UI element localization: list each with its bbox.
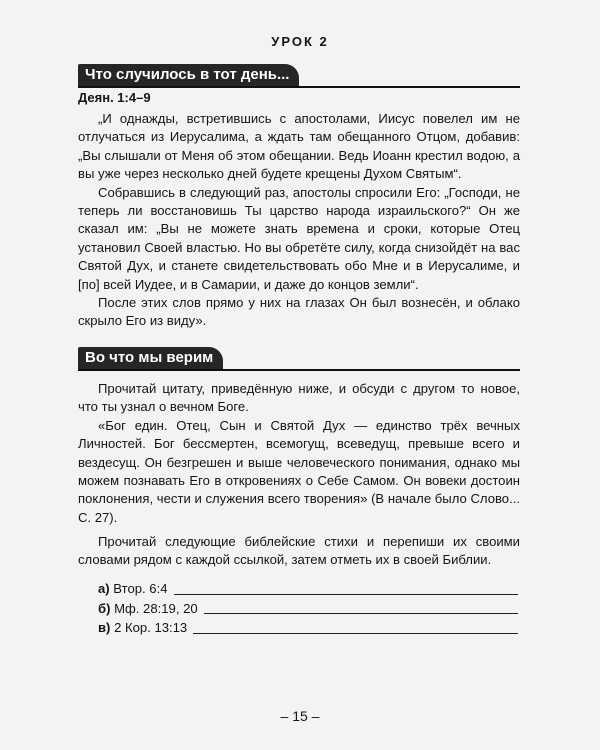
verse-line	[98, 579, 518, 599]
verse-list	[98, 579, 518, 638]
instruction-paragraph: Прочитай следующие библейские стихи и перепиши их своими словами рядом с каждой ссылкой, затем отметь их в своей Библии.	[78, 534, 520, 568]
instruction-paragraph: Прочитай цитату, приведённую ниже, и обсуди с другом то новое, что ты узнал о вечном Боге.	[78, 381, 520, 415]
verse-reference-text: Втор. 6:4	[113, 581, 168, 596]
writing-line[interactable]	[204, 613, 518, 614]
page-number: – 15 –	[280, 708, 320, 724]
verse-line	[98, 618, 518, 638]
scripture-reference: Деян. 1:4–9	[78, 90, 151, 105]
verse-line	[98, 599, 518, 619]
verse-letter: а)	[98, 581, 110, 596]
verse-reference-text: Мф. 28:19, 20	[114, 600, 198, 616]
passage-paragraph: После этих слов прямо у них на глазах Он был вознесён, и облако скрыло Его из виду».	[78, 295, 520, 329]
verse-letter: в)	[98, 620, 111, 635]
quote-paragraph: «Бог един. Отец, Сын и Святой Дух — единство трёх вечных Личностей. Бог бессмертен, всемогущ, всеведущ, превыше всего и вездесущ. Он безгрешен и выше человеческого понимания, однако мы можем познавать Его в откровениях о Себе Самом. Он вовеки достоин поклонения, чести и служения всего творения» (В начале было Слово... С. 27).	[78, 417, 520, 525]
writing-line[interactable]	[174, 594, 519, 595]
passage-paragraph: „И однажды, встретившись с апостолами, Иисус повелел им не отлучаться из Иерусалима, а ждать там обещанного Отцом, добавив: „Вы слышали от Меня об этом обещании. Ведь Иоанн крестил водою, а вы уже через несколько дней будете крещены Духом Святым“.	[78, 111, 520, 182]
passage-paragraph: Собравшись в следующий раз, апостолы спросили Его: „Господи, не теперь ли восстановишь Ты царство народа израильского?“ Он же сказал им: „Вы не можете знать времена и сроки, которые Отец установил Своей властью. Но вы обретёте силу, когда снизойдёт на вас Святой Дух, и станете свидетельствовать обо Мне и в Иерусалиме, и [по] всей Иудее, и в Самарии, и даже до концов земли“.	[78, 184, 520, 292]
section-heading-label: Во что мы верим	[78, 347, 223, 369]
verse-reference	[110, 579, 168, 599]
section-heading-what-we-believe	[78, 347, 520, 371]
lesson-header: УРОК 2	[271, 34, 329, 49]
verse-letter: б)	[98, 600, 111, 616]
section-heading-label: Что случилось в тот день...	[78, 64, 299, 86]
verse-reference-text: 2 Кор. 13:13	[114, 620, 188, 635]
verse-reference	[110, 618, 187, 638]
exercise-instructions	[78, 533, 520, 570]
section-heading-what-happened	[78, 64, 520, 88]
writing-line[interactable]	[193, 633, 518, 634]
belief-text	[78, 380, 520, 527]
scripture-passage	[78, 110, 520, 331]
verse-reference	[110, 599, 197, 619]
